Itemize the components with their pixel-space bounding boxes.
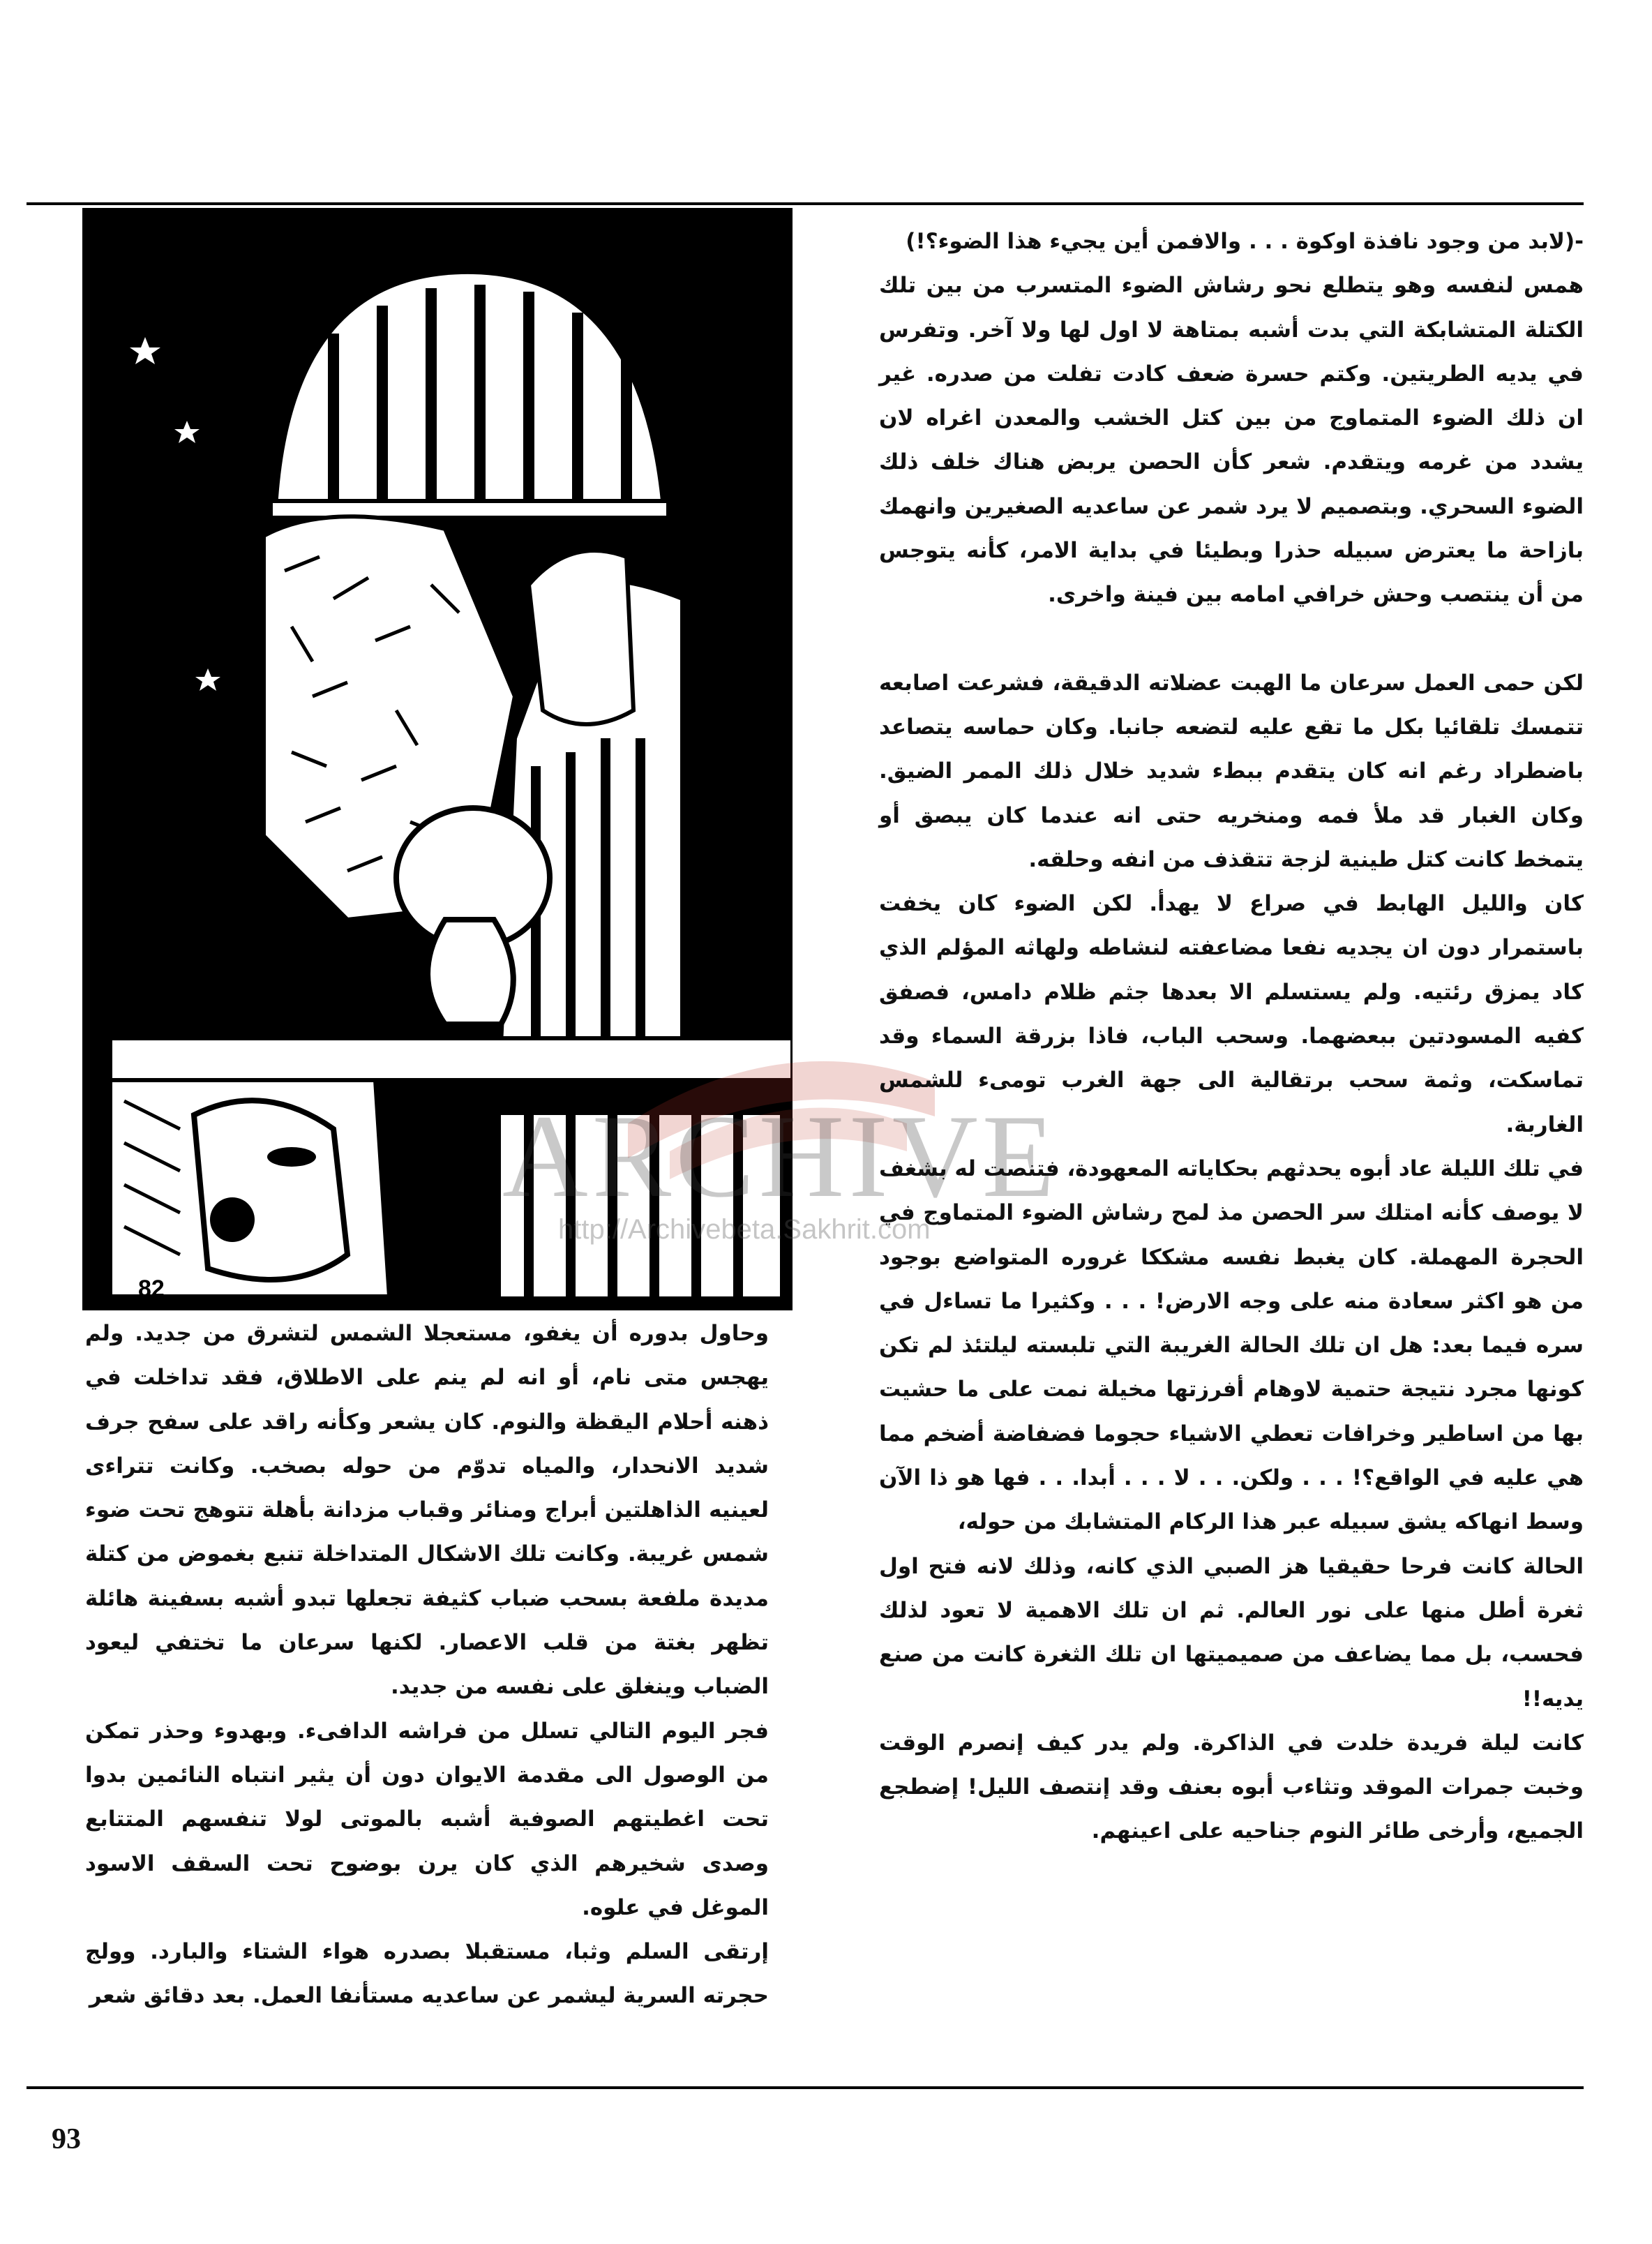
paragraph: همس لنفسه وهو يتطلع نحو رشاش الضوء المتسرب من بين تلك الكتلة المتشابكة التي بدت أشبه بمتاهة لا اول لها ولا آخر. وتفرس في يديه الطريتين. وكتم حسرة ضعف كادت تفلت من صدره. غير ان ذلك الضوء المتماوج من بين كتل الخشب والمعدن اغراه لان يشدد من غرمه ويتقدم. شعر كأن الحصن يربض هناك خلف ذلك الضوء السحري. وبتصميم لا يرد شمر عن ساعديه الصغيرين وانهمك بازاحة ما يعترض سبيله حذرا وبطيئا في بداية الامر، كأنه يتوجس من أن ينتصب وحش خرافي امامه بين فينة واخرى. [879, 273, 1584, 608]
paragraph: -(لابد من وجود نافذة اوكوة . . . والافمن أين يجيء هذا الضوء؟!) [906, 229, 1584, 254]
page-number: 93 [52, 2123, 81, 2155]
paragraph: في تلك الليلة عاد أبوه يحدثهم بحكاياته المعهودة، فتنصت له بشغف لا يوصف كأنه امتلك سر الحصن مذ لمح رشاش الضوء المتماوج في الحجرة المهملة. كان يغبط نفسه مشككا غروره المتواضع بوجود من هو اكثر سعادة منه على وجه الارض! . . . وكثيرا ما تساءل في سره فيما بعد: هل ان تلك الحالة الغريبة التي تلبسته ليلتئذ لم تكن كونها مجرد نتيجة حتمية لاوهام أفرزتها مخيلة نمت على ما حشيت بها من اساطير وخرافات تعطي الاشياء حجوما فضفاضة أضخم مما هي عليه في الواقع؟! . . . ولكن. . . لا . . . أبدا. . . فها هو ذا الآن وسط انهاكه يشق سبيله عبر هذا الركام المتشابك من حوله، [879, 1155, 1584, 1535]
paragraph-gap [879, 618, 1584, 661]
paragraph: كانت ليلة فريدة خلدت في الذاكرة. ولم يدر كيف إنصرم الوقت وخبت جمرات الموقد وتثاءب أبوه بعنف وقد إنتصف الليل! إضطجع الجميع، وأرخى طائر النوم جناحيه على اعينهم. [879, 1730, 1584, 1844]
watermark-text: ARCHIVE [502, 1091, 1059, 1222]
right-text-column [879, 220, 1584, 1854]
watermark-url: http://Archivebeta.Sakhrit.com [558, 1214, 931, 1245]
paragraph: إرتقى السلم وثبا، مستقبلا بصدره هواء الشتاء والبارد. وولج حجرته السرية ليشمر عن ساعديه مستأنفا العمل. بعد دقائق شعر [85, 1939, 769, 2009]
paragraph: لكن حمى العمل سرعان ما الهبت عضلاته الدقيقة، فشرعت اصابعه تتمسك تلقائيا بكل ما تقع عليه لتضعه جانبا. وكان حماسه يتصاعد باضطراد رغم انه كان يتقدم ببطء شديد خلال ذلك الممر الضيق. وكان الغبار قد ملأ فمه ومنخريه حتى انه عندما كان يبصق أو يتمخط كانت كتل طينية لزجة تتقذف من انفه وحلقه. [879, 670, 1584, 872]
paragraph: وحاول بدوره أن يغفو، مستعجلا الشمس لتشرق من جديد. ولم يهجس متى نام، أو انه لم ينم على الاطلاق، فقد تداخلت في ذهنه أحلام اليقظة والنوم. كان يشعر وكأنه راقد على سفح جرف شديد الانحدار، والمياه تدوّم من حوله بصخب. وكانت تتراءى لعينيه الذاهلتين أبراج ومنائر وقباب مزدانة بأهلة تتوهج تحت ضوء شمس غريبة. وكانت تلك الاشكال المتداخلة تنبع بغموض من كتلة مديدة ملفعة بسحب ضباب كثيفة تجعلها تبدو أشبه بسفينة هائلة تظهر بغتة من قلب الاعصار. لكنها سرعان ما تختفي ليعود الضباب وينغلق على نفسه من جديد. [85, 1321, 769, 1700]
paragraph: كان والليل الهابط في صراع لا يهدأ. لكن الضوء كان يخفت باستمرار دون ان يجديه نفعا مضاعفته لنشاطه ولهاثه المؤلم الذي كاد يمزق رئتيه. ولم يستسلم الا بعدها جثم ظلام دامس، فصفق كفيه المسودتين ببعضهما. وسحب الباب، فاذا بزرقة السماء وقد تماسكت، وثمة سحب برتقالية الى جهة الغرب تومىء للشمس الغاربة. [879, 891, 1584, 1137]
paragraph: الحالة كانت فرحا حقيقيا هز الصبي الذي كانه، وذلك لانه فتح اول ثغرة أطل منها على نور العالم. ثم ان تلك الاهمية لا تعود لذلك فحسب، بل مما يضاعف من صميميتها ان تلك الثغرة كانت من صنع يديه!! [879, 1553, 1584, 1712]
paragraph: فجر اليوم التالي تسلل من فراشه الدافىء. وبهدوء وحذر تمكن من الوصول الى مقدمة الايوان دون أن يثير انتباه النائمين بدوا تحت اغطيتهم الصوفية أشبه بالموتى لولا تنفسهم المتتابع وصدى شخيرهم الذي كان يرن بوضوح تحت السقف الاسود الموغل في علوه. [85, 1718, 769, 1920]
bottom-rule [27, 2086, 1584, 2089]
left-text-column [85, 1312, 769, 2019]
illustration-signature: 82 [138, 1276, 165, 1302]
top-rule [27, 202, 1584, 205]
